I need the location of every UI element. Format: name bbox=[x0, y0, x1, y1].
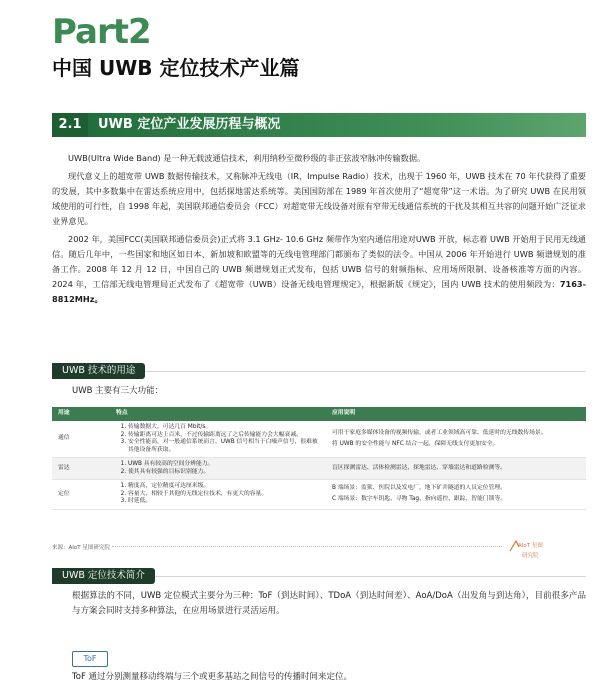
uses-table bbox=[52, 407, 586, 510]
body-text bbox=[52, 151, 586, 307]
feature-item: 3. 时延低。 bbox=[128, 498, 320, 506]
application-cell bbox=[326, 480, 586, 510]
paragraph-regulation bbox=[52, 232, 586, 307]
chapter-title: 中国 UWB 定位技术产业篇 bbox=[52, 56, 300, 80]
feature-item: 1. UWB 具有较高的空间分辨能力。 bbox=[128, 461, 320, 469]
table-row bbox=[52, 421, 586, 458]
paragraph-intro: UWB(Ultra Wide Band) 是一种无载波通信技术，利用纳秒至微秒级的非正弦波窄脉冲传输数据。 bbox=[68, 153, 426, 163]
regulation-text: 2002 年，美国FCC(美国联邦通信委员会)正式将 3.1 GHz- 10.6 GHz 频带作为室内通信用途对UWB 开放，标志着 UWB 开始用于民用无线通信。随后几年中，一些国家和地区如日本、新加坡和欧盟等的无线电管理部门都颁布了类似的法令。中国从 2006 年开始进行 UWB 频谱规划的准备工作。2008 年 12 月 12 日，中国自己的 UWB 频谱规划正式发布，包括 UWB 信号的射频指标、应用场所限制、设备核准等方面的内容。2024 年，工信部无线电管理局正式发布了《超宽带（UWB）设备无线电管理规定》，根据新版《规定》，国内 UWB 技术的使用频段为： bbox=[52, 234, 586, 289]
table-row bbox=[52, 480, 586, 510]
section-number: 2.1 bbox=[52, 113, 88, 137]
features-cell bbox=[110, 421, 326, 458]
application-line: C 端场景：数字车钥匙、寻物 Tag、指向遥控、跟踪、智能门锁等。 bbox=[332, 496, 507, 503]
application-line: 将 UWB 的安全性能与 NFC 结合一起，保障无线支付更加安全。 bbox=[332, 441, 499, 447]
dotted-divider bbox=[112, 546, 502, 547]
feature-item: 2. 传输距离可达上百米，不过传输距离远了之后传输能力会大幅衰减。 bbox=[128, 432, 320, 440]
feature-item: 3. 安全性能高，对一般通信系统而言，UWB 信号相当于白噪声信号，很难被其他设备所获取。 bbox=[128, 439, 320, 454]
features-cell bbox=[110, 480, 326, 510]
feature-item: 2. 容量大，相较于其他的无线定位技术，有更大的容量。 bbox=[128, 491, 320, 499]
tof-description: ToF 通过分别测量移动终端与三个或更多基站之间信号的传播时间来定位。 bbox=[72, 672, 353, 682]
application-cell bbox=[326, 458, 586, 480]
uses-intro: UWB 主要有三大功能： bbox=[72, 386, 164, 396]
feature-item: 2. 使其具有较强的目标识别能力。 bbox=[128, 469, 320, 477]
column-header: 应用说明 bbox=[326, 407, 586, 421]
features-cell bbox=[110, 458, 326, 480]
paragraph-history: 现代意义上的超宽带 UWB 数据传输技术，又称脉冲无线电（IR，Impulse Radio）技术，出现于 1960 年，UWB 技术在 70 年代获得了重要的发展，其中多数集中在雷达系统应用中，包括探地雷达系统等。美国国防部在 1989 年首次使用了“超宽带”这一术语。为了研究 UWB 在民用领域使用的可行性，自 1998 年起，美国联邦通信委员会（FCC）对超宽带无线设备对原有窄带无线通信系统的干扰及其相互共容的问题开始广泛征求业界意见。 bbox=[52, 171, 586, 226]
tech-intro: 根据算法的不同，UWB 定位模式主要分为三种：ToF（到达时间）、TDoA（到达时间差）、AoA/DoA（出发角与到达角），目前很多产品与方案会同时支持多种算法，在应用场景进行灵活运用。 bbox=[72, 591, 586, 616]
tof-label: ToF bbox=[72, 651, 108, 667]
table-row bbox=[52, 458, 586, 480]
application-line: 盲区探测雷达、活体检测雷达、探地雷达、穿墙雷达和道路检测等。 bbox=[332, 464, 506, 471]
application-line: B 端场景：监狱、医院以及发电厂，地下矿井隧道的人员定位管理。 bbox=[332, 484, 506, 491]
uses-heading: UWB 技术的用途 bbox=[52, 363, 145, 379]
section-title: UWB 定位产业发展历程与概况 bbox=[98, 117, 281, 132]
table-header-row bbox=[52, 407, 586, 421]
application-line: 可用于家庭多媒体设备的视频传输，或者工业领域高可靠、低延时的无线数传场景。 bbox=[332, 429, 547, 436]
use-cell: 雷达 bbox=[52, 458, 110, 480]
table-source: 来源：AIoT 星图研究院 bbox=[52, 545, 110, 551]
use-cell: 定位 bbox=[52, 480, 110, 510]
aiot-logo bbox=[508, 537, 548, 563]
use-cell: 通信 bbox=[52, 421, 110, 458]
frequency-band: 7163-8812MHz。 bbox=[52, 279, 586, 304]
logo-text: AIoT 星图 bbox=[518, 543, 543, 549]
logo-subtext: 研究院 bbox=[522, 553, 539, 559]
feature-item: 1. 传输数据大，可达几百 Mbit/s。 bbox=[128, 424, 320, 432]
column-header: 特点 bbox=[110, 407, 326, 421]
part-label: Part2 bbox=[52, 12, 151, 52]
column-header: 用途 bbox=[52, 407, 110, 421]
application-cell bbox=[326, 421, 586, 458]
tech-heading: UWB 定位技术简介 bbox=[52, 568, 155, 584]
feature-item: 1. 精度高，定位精度可达厘米级。 bbox=[128, 483, 320, 491]
